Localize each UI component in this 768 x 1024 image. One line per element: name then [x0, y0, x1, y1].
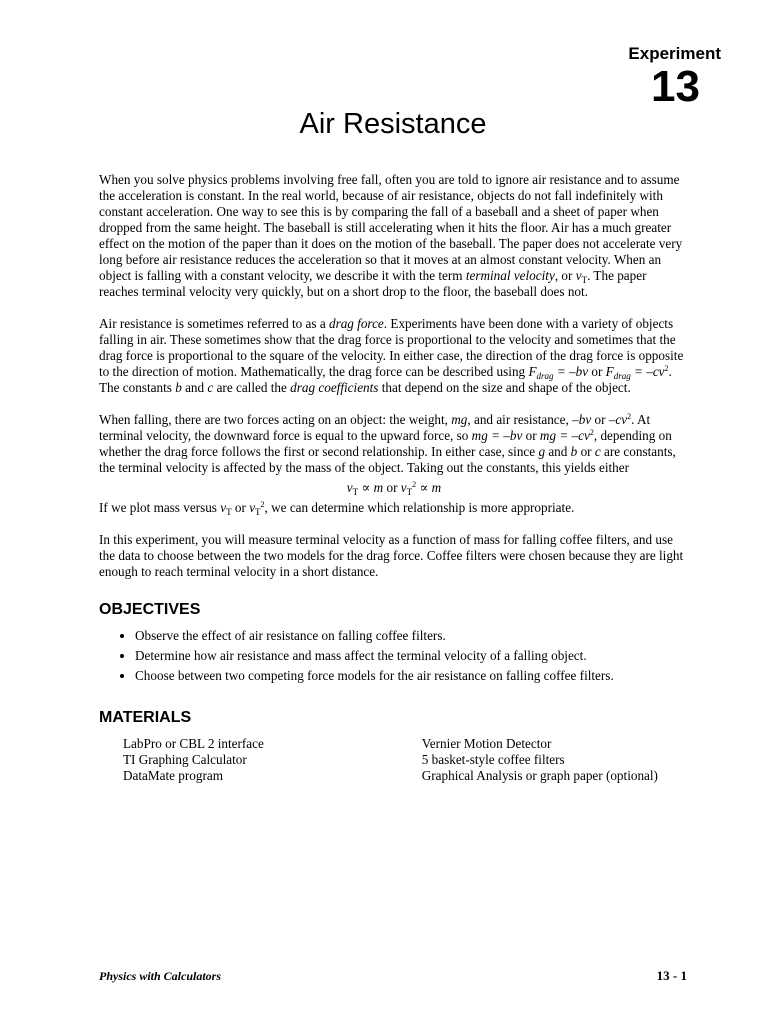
objective-item: • Determine how air resistance and mass affect the terminal velocity of a falling object. [135, 648, 689, 664]
paragraph-plot: If we plot mass versus $v_T$ or $v_T^2$, we can determine which relationship is more appropriate. [99, 500, 575, 517]
material-item: Vernier Motion Detector [421, 736, 552, 751]
materials-list [99, 736, 689, 784]
footer-book-title: Physics with Calculators [99, 969, 222, 983]
experiment-number: 13 [651, 62, 700, 111]
footer-page-number: 13 - 1 [656, 968, 687, 983]
objective-item: • Observe the effect of air resistance on falling coffee filters. [135, 628, 689, 644]
paragraph-intro: When you solve physics problems involving free fall, often you are told to ignore air resistance and to assume the acceleration is constant. In the real world, because of air resistance, objects do not fall indefinitely with constant acceleration. One way to see this is by comparing the fall of a baseball and a sheet of paper when dropped from the same height. The baseball is still accelerating when it hits the floor. Air has a much greater effect on the motion of the paper than it does on the motion of the baseball. The paper does not accelerate very long before air resistance reduces the acceleration so that it moves at an almost constant velocity. When an object is falling with a constant velocity, we describe it with the term terminal velocity, or $v_T$. The paper reaches terminal velocity very quickly, but on a short drop to the floor, the baseball does not. [99, 172, 683, 299]
objectives-list [99, 628, 689, 684]
paragraph-drag-force: Air resistance is sometimes referred to as a drag force. Experiments have been done with a variety of objects falling in air. These sometimes show that the drag force is proportional to the velocity and sometimes that the drag force is proportional to the square of the velocity. In either case, the direction of the drag force is opposite to the direction of motion. Mathematically, the drag force can be described using $F_{drag} = -bv$ or $F_{drag} = -cv^2$. The constants b and c are called the drag coefficients that depend on the size and shape of the object. [99, 316, 684, 395]
materials-column-right [422, 736, 689, 784]
page-title: Air Resistance [299, 108, 487, 140]
material-item: LabPro or CBL 2 interface [123, 736, 264, 751]
proportionality-formula: $v_T \propto m$ or $v_T^2 \propto m$ [346, 480, 442, 497]
material-item: 5 basket-style coffee filters [421, 752, 565, 767]
paragraph-experiment: In this experiment, you will measure terminal velocity as a function of mass for falling coffee filters, and use the data to choose between the two models for the drag force. Coffee filters were chosen because they are light enough to reach terminal velocity in a short distance. [99, 532, 684, 579]
paragraph-forces: When falling, there are two forces acting on an object: the weight, mg, and air resistance, –bv or $-cv^2$. At terminal velocity, the downward force is equal to the upward force, so mg = –bv or mg = $-cv^2$, depending on whether the drag force follows the first or second relationship. In either case, since g and b or c are constants, the terminal velocity is affected by the mass of the object. Taking out the constants, this yields either [99, 412, 676, 475]
material-item: Graphical Analysis or graph paper (optional) [421, 768, 658, 783]
experiment-label: Experiment [628, 44, 721, 63]
material-item: TI Graphing Calculator [123, 752, 247, 767]
materials-heading: MATERIALS [99, 709, 192, 726]
objectives-heading: OBJECTIVES [99, 601, 201, 618]
material-item: DataMate program [123, 768, 223, 783]
objective-item: • Choose between two competing force models for the air resistance on falling coffee filters. [135, 668, 689, 684]
materials-column-left [123, 736, 422, 784]
document-body [99, 172, 689, 784]
